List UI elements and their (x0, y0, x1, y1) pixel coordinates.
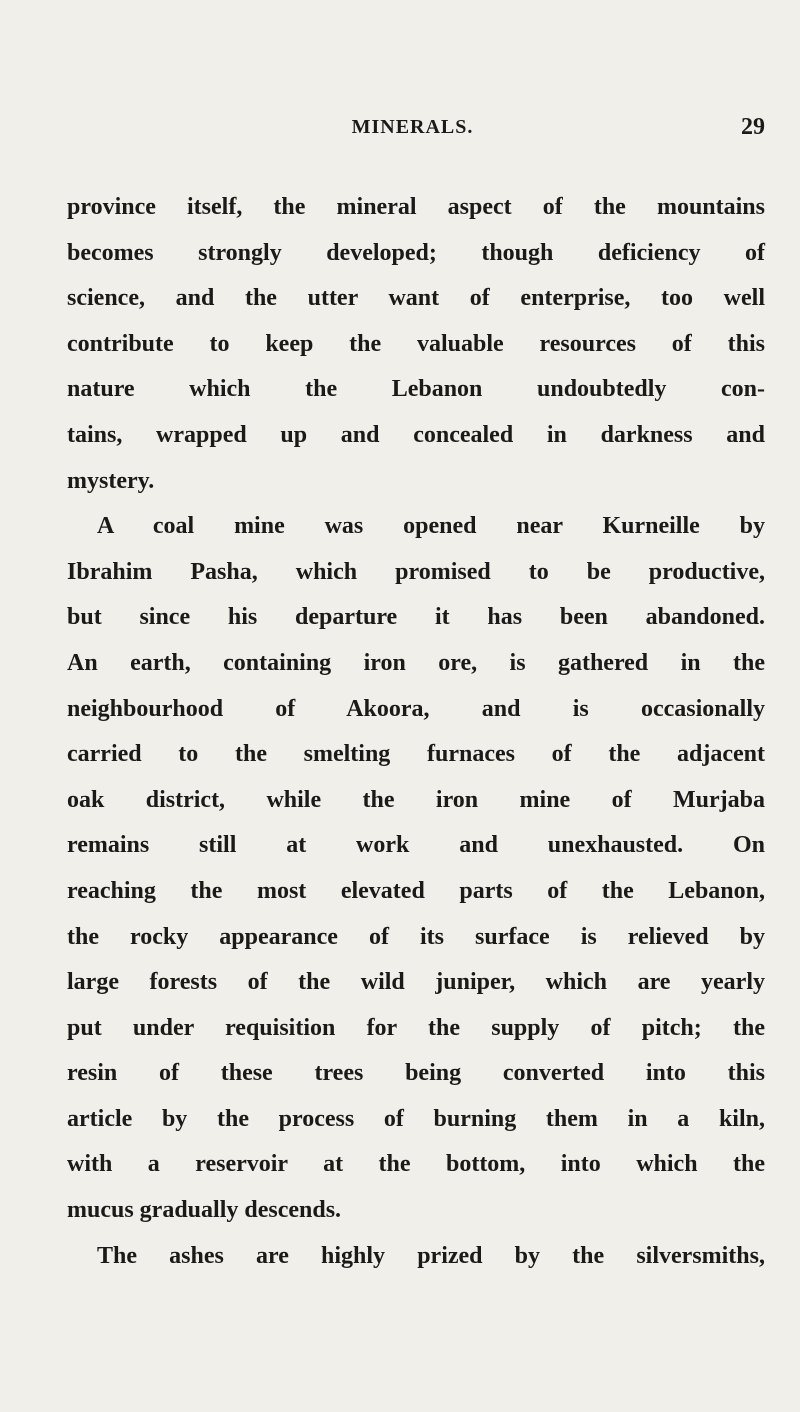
text-line: mystery. (67, 467, 155, 494)
text-line: the rocky appearance of its surface is relieved by (67, 923, 765, 950)
body-text (67, 185, 765, 1279)
text-line: but since his departure it has been abandoned. (67, 604, 765, 631)
text-line: put under requisition for the supply of pitch; the (67, 1014, 765, 1041)
text-line: nature which the Lebanon undoubtedly con- (67, 376, 765, 403)
text-line: carried to the smelting furnaces of the adjacent (67, 741, 765, 768)
text-line: tains, wrapped up and concealed in darkness and (67, 421, 765, 448)
page-number: 29 (741, 114, 765, 140)
text-line: resin of these trees being converted into this (67, 1060, 765, 1087)
text-line: becomes strongly developed; though deficiency of (67, 239, 765, 266)
text-line: contribute to keep the valuable resources of this (67, 330, 765, 357)
text-line: mucus gradually descends. (67, 1197, 342, 1224)
text-line: A coal mine was opened near Kurneille by (97, 513, 765, 540)
text-line: neighbourhood of Akoora, and is occasionally (67, 695, 765, 722)
text-line: article by the process of burning them in a kiln, (67, 1105, 765, 1132)
text-line: The ashes are highly prized by the silversmiths, (97, 1242, 765, 1269)
text-line: oak district, while the iron mine of Murjaba (67, 786, 765, 813)
running-head (60, 112, 765, 142)
text-line: with a reservoir at the bottom, into which the (67, 1151, 765, 1178)
text-line: science, and the utter want of enterprise, too well (67, 285, 765, 312)
text-line: large forests of the wild juniper, which are yearly (67, 969, 765, 996)
text-line: province itself, the mineral aspect of the mountains (67, 194, 765, 220)
text-line: An earth, containing iron ore, is gathered in the (67, 649, 765, 676)
text-line: remains still at work and unexhausted. On (67, 832, 765, 859)
running-head-title: MINERALS. (351, 116, 474, 138)
text-line: Ibrahim Pasha, which promised to be productive, (67, 558, 765, 585)
text-line: reaching the most elevated parts of the Lebanon, (67, 877, 765, 904)
